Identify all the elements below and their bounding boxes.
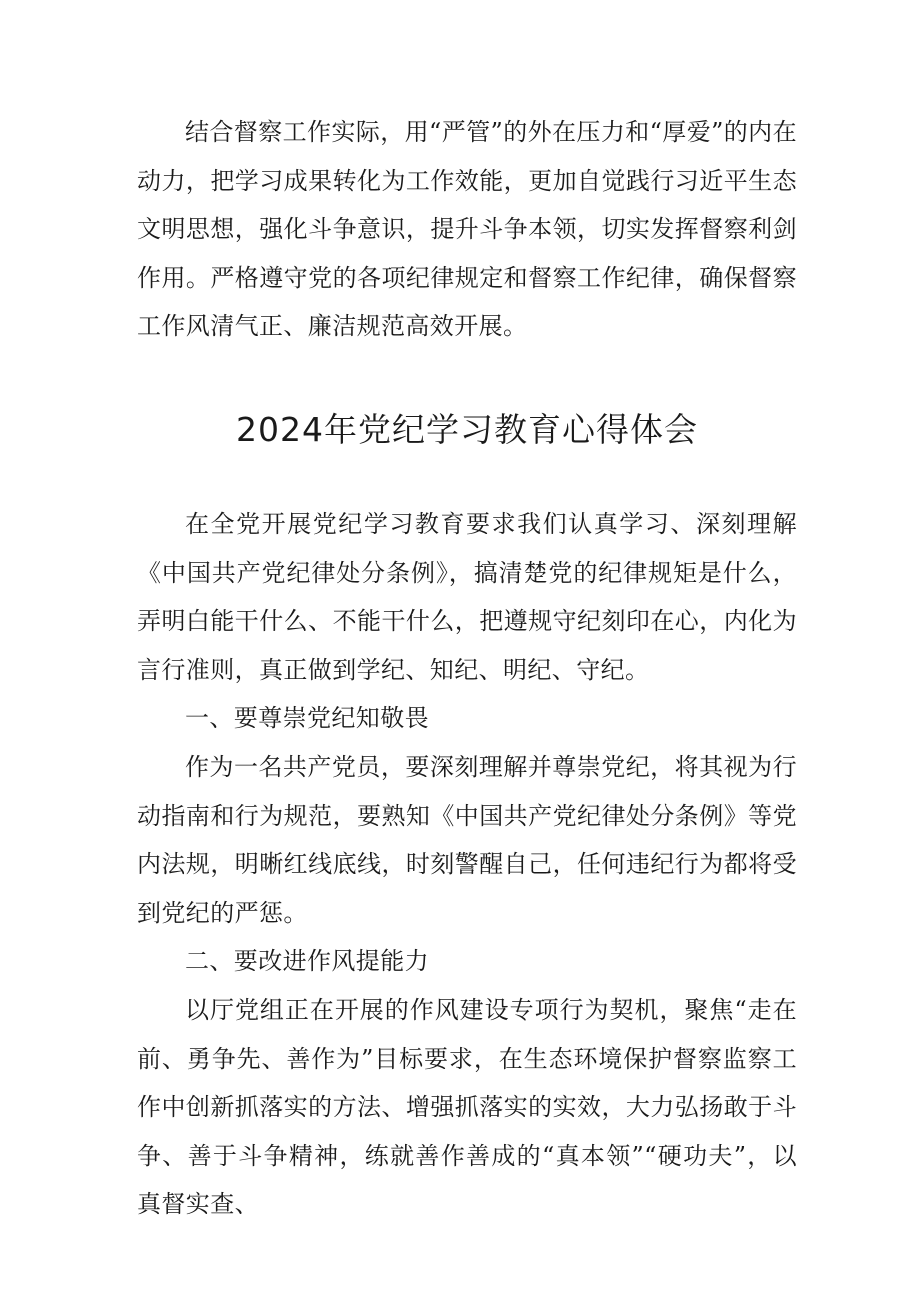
document-body bbox=[137, 108, 797, 1229]
document-title: 2024年党纪学习教育心得体会 bbox=[236, 409, 698, 449]
body-paragraph-section-2: 以厅党组正在开展的作风建设专项行为契机，聚焦“走在前、勇争先、善作为”目标要求，在生态环境保护督察监察工作中创新抓落实的方法、增强抓落实的实效，大力弘扬敢于斗争、善于斗争精神，练就善作善成的“真本领”“硬功夫”，以真督实查、 bbox=[137, 995, 797, 1219]
section-heading-1: 一、要尊崇党纪知敬畏 bbox=[185, 704, 429, 733]
body-paragraph-section-1: 作为一名共产党员，要深刻理解并尊崇党纪，将其视为行动指南和行为规范，要熟知《中国共产党纪律处分条例》等党内法规，明晰红线底线，时刻警醒自己，任何违纪行为都将受到党纪的严惩。 bbox=[137, 752, 797, 927]
section-heading-2: 二、要改进作风提能力 bbox=[185, 947, 429, 976]
body-paragraph-intro: 在全党开展党纪学习教育要求我们认真学习、深刻理解《中国共产党纪律处分条例》，搞清楚党的纪律规矩是什么，弄明白能干什么、不能干什么，把遵规守纪刻印在心，内化为言行准则，真正做到学纪、知纪、明纪、守纪。 bbox=[137, 509, 797, 684]
intro-paragraph: 结合督察工作实际，用“严管”的外在压力和“厚爱”的内在动力，把学习成果转化为工作效能，更加自觉践行习近平生态文明思想，强化斗争意识，提升斗争本领，切实发挥督察利剑作用。严格遵守党的各项纪律规定和督察工作纪律，确保督察工作风清气正、廉洁规范高效开展。 bbox=[137, 118, 797, 341]
